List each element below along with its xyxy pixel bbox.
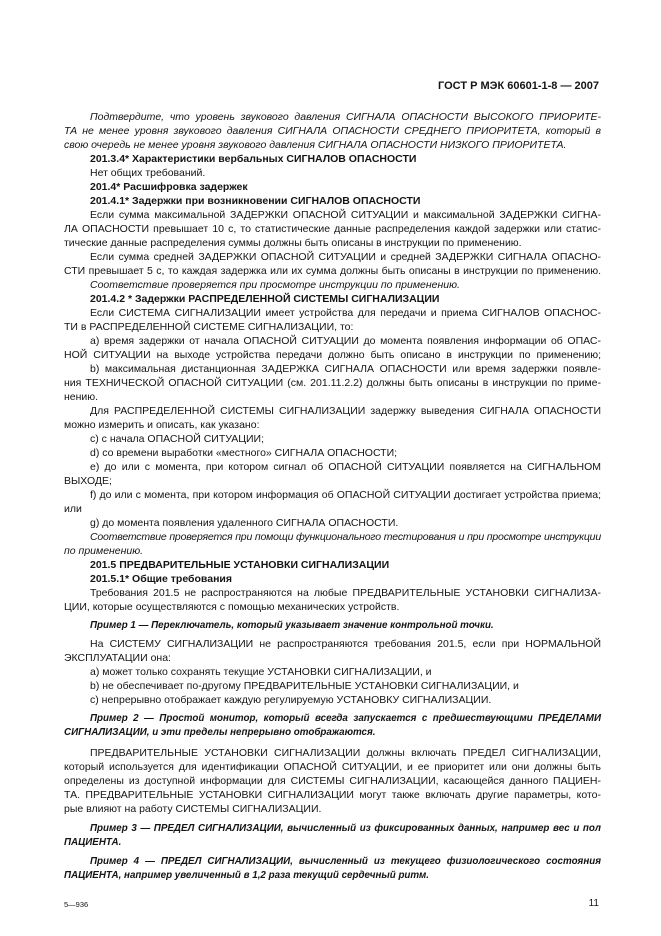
text-line: ПАЦИЕНТА.	[64, 837, 122, 848]
text-line: тические данные распределения суммы должны быть описаны в инструкции по применению.	[64, 237, 522, 249]
page-number: 11	[588, 898, 599, 909]
section-heading-201-4: 201.4* Расшифровка задержек	[90, 181, 248, 193]
paragraph-delay-measurement	[64, 404, 601, 432]
text-line: Пример 3 — ПРЕДЕЛ СИГНАЛИЗАЦИИ, вычисленный из фиксированных данных, например вес и пол	[90, 823, 601, 834]
text-line: Соответствие проверяется при помощи функционального тестирования и при просмотре инструкции	[90, 531, 601, 543]
text-line: НОЙ СИТУАЦИИ на выходе устройства передачи должно быть описано в инструкции по применению;	[64, 349, 601, 361]
text-line: можно измерить и описать, как указано:	[64, 419, 260, 431]
text-line: который используется для идентификации ОПАСНОЙ СИТУАЦИИ, и ее приоритет или они должны быть	[64, 761, 601, 773]
section-heading-201-5: 201.5 ПРЕДВАРИТЕЛЬНЫЕ УСТАНОВКИ СИГНАЛИЗАЦИИ	[90, 559, 390, 571]
text-line: ЦИИ, которые осуществляются с помощью механических устройств.	[64, 601, 400, 613]
text-line: по применению.	[64, 545, 144, 557]
section-heading-201-4-1: 201.4.1* Задержки при возникновении СИГНАЛОВ ОПАСНОСТИ	[90, 195, 421, 207]
text-line: ПАЦИЕНТА, например увеличенный в 1,2 раза текущий сердечный ритм.	[64, 870, 429, 881]
list-item-a: a) может только сохранять текущие УСТАНОВКИ СИГНАЛИЗАЦИИ, и	[90, 666, 432, 678]
text-line: Если сумма максимальной ЗАДЕРЖКИ ОПАСНОЙ СИТУАЦИИ и максимальной ЗАДЕРЖКИ СИГНА-	[90, 209, 601, 221]
paragraph-average-delay-sum	[64, 250, 601, 278]
list-item-b	[64, 362, 601, 404]
text-line: Пример 4 — ПРЕДЕЛ СИГНАЛИЗАЦИИ, вычисленный из текущего физиологического состояния	[90, 856, 601, 867]
paragraph-max-delay-sum	[64, 208, 601, 250]
text-line: свою очередь не менее уровня звукового давления СИГНАЛА ОПАСНОСТИ НИЗКОГО ПРИОРИТЕТА.	[64, 139, 567, 151]
text-line: ЛА ОПАСНОСТИ превышает 10 с, то статистические данные распределения каждой задержки или статис-	[64, 223, 601, 235]
text-line: Если СИСТЕМА СИГНАЛИЗАЦИИ имеет устройства для передачи и приема СИГНАЛОВ ОПАСНОС-	[90, 307, 601, 319]
compliance-note: Соответствие проверяется при просмотре инструкции по применению.	[90, 279, 460, 291]
list-item-c: c) с начала ОПАСНОЙ СИТУАЦИИ;	[90, 433, 265, 445]
text-line: Пример 2 — Простой монитор, который всегда запускается с предшествующими ПРЕДЕЛАМИ	[90, 713, 601, 724]
priority-verification-note	[64, 110, 601, 152]
paragraph-alarm-presets	[64, 746, 601, 816]
text-line: ния ТЕХНИЧЕСКОЙ ОПАСНОЙ СИТУАЦИИ (см. 201.11.2.2) должны быть описаны в инструкции по приме-	[64, 377, 601, 389]
text-line: нению.	[64, 391, 99, 403]
paragraph-requirements-201-5	[64, 586, 601, 614]
example-3	[64, 822, 601, 850]
document-body	[64, 110, 601, 883]
text-line: e) до или с момента, при котором сигнал об ОПАСНОЙ СИТУАЦИИ появляется на СИГНАЛЬНОМ	[90, 461, 601, 473]
text-line: ТА. ПРЕДВАРИТЕЛЬНЫЕ УСТАНОВКИ СИГНАЛИЗАЦИИ могут также включать другие параметры, кото-	[64, 789, 601, 801]
text-line: или	[64, 503, 82, 515]
text-line: ПРЕДВАРИТЕЛЬНЫЕ УСТАНОВКИ СИГНАЛИЗАЦИИ должны включать ПРЕДЕЛ СИГНАЛИЗАЦИИ,	[90, 747, 601, 759]
text-line: ВЫХОДЕ;	[64, 475, 112, 487]
list-item-d: d) со времени выработки «местного» СИГНАЛА ОПАСНОСТИ;	[90, 447, 398, 459]
print-code: 5—936	[64, 900, 89, 909]
section-heading-201-4-2: 201.4.2 * Задержки РАСПРЕДЕЛЕННОЙ СИСТЕМЫ СИГНАЛИЗАЦИИ	[90, 293, 440, 305]
paragraph-no-general-requirements: Нет общих требований.	[90, 167, 206, 179]
example-1: Пример 1 — Переключатель, который указывает значение контрольной точки.	[90, 620, 494, 631]
text-line: На СИСТЕМУ СИГНАЛИЗАЦИИ не распространяются требования 201.5, если при НОРМАЛЬНОЙ	[90, 638, 601, 650]
text-line: a) время задержки от начала ОПАСНОЙ СИТУАЦИИ до момента появления информации об ОПАС-	[90, 335, 601, 347]
text-line: Требования 201.5 не распространяются на любые ПРЕДВАРИТЕЛЬНЫЕ УСТАНОВКИ СИГНАЛИЗА-	[90, 587, 601, 599]
text-line: СТИ превышает 5 с, то каждая задержка или их сумма должны быть описаны в инструкции по применению.	[64, 265, 601, 277]
standard-designation: ГОСТ Р МЭК 60601-1-8 — 2007	[438, 80, 599, 92]
text-line: рые влияют на работу СИСТЕМЫ СИГНАЛИЗАЦИИ.	[64, 803, 322, 815]
list-item-g: g) до момента появления удаленного СИГНАЛА ОПАСНОСТИ.	[90, 517, 399, 529]
list-item-e	[64, 460, 601, 488]
list-item-a	[64, 334, 601, 362]
text-line: ТА не менее уровня звукового давления СИГНАЛА ОПАСНОСТИ СРЕДНЕГО ПРИОРИТЕТА, который в	[64, 125, 601, 137]
text-line: Подтвердите, что уровень звукового давления СИГНАЛА ОПАСНОСТИ ВЫСОКОГО ПРИОРИТЕ-	[90, 111, 601, 123]
text-line: СИГНАЛИЗАЦИИ, и эти пределы непрерывно отображаются.	[64, 727, 376, 738]
text-line: b) максимальная дистанционная ЗАДЕРЖКА СИГНАЛА ОПАСНОСТИ или время задержки появле-	[90, 363, 601, 375]
list-item-f	[64, 488, 601, 516]
text-line: Если сумма средней ЗАДЕРЖКИ ОПАСНОЙ СИТУАЦИИ и средней ЗАДЕРЖКИ СИГНАЛА ОПАСНО-	[90, 251, 601, 263]
section-heading-201-3-4: 201.3.4* Характеристики вербальных СИГНАЛОВ ОПАСНОСТИ	[90, 153, 417, 165]
text-line: f) до или с момента, при котором информация об ОПАСНОЙ СИТУАЦИИ достигает устройства приема;	[90, 489, 601, 501]
text-line: ЭКСПЛУАТАЦИИ она:	[64, 652, 171, 664]
example-4	[64, 855, 601, 883]
compliance-note	[64, 530, 601, 558]
paragraph-normal-use	[64, 637, 601, 665]
text-line: Для РАСПРЕДЕЛЕННОЙ СИСТЕМЫ СИГНАЛИЗАЦИИ задержку выведения СИГНАЛА ОПАСНОСТИ	[90, 405, 601, 417]
text-line: определены из доступной информации для СИСТЕМЫ СИГНАЛИЗАЦИИ, касающейся данного ПАЦИЕН-	[64, 775, 601, 787]
list-item-c: c) непрерывно отображает каждую регулируемую УСТАНОВКУ СИГНАЛИЗАЦИИ.	[90, 694, 492, 706]
section-heading-201-5-1: 201.5.1* Общие требования	[90, 573, 232, 585]
paragraph-distributed-system	[64, 306, 601, 334]
list-item-b: b) не обеспечивает по-другому ПРЕДВАРИТЕЛЬНЫЕ УСТАНОВКИ СИГНАЛИЗАЦИИ, и	[90, 680, 519, 692]
text-line: ТИ в РАСПРЕДЕЛЕННОЙ СИСТЕМЕ СИГНАЛИЗАЦИИ, то:	[64, 321, 354, 333]
example-2	[64, 712, 601, 740]
